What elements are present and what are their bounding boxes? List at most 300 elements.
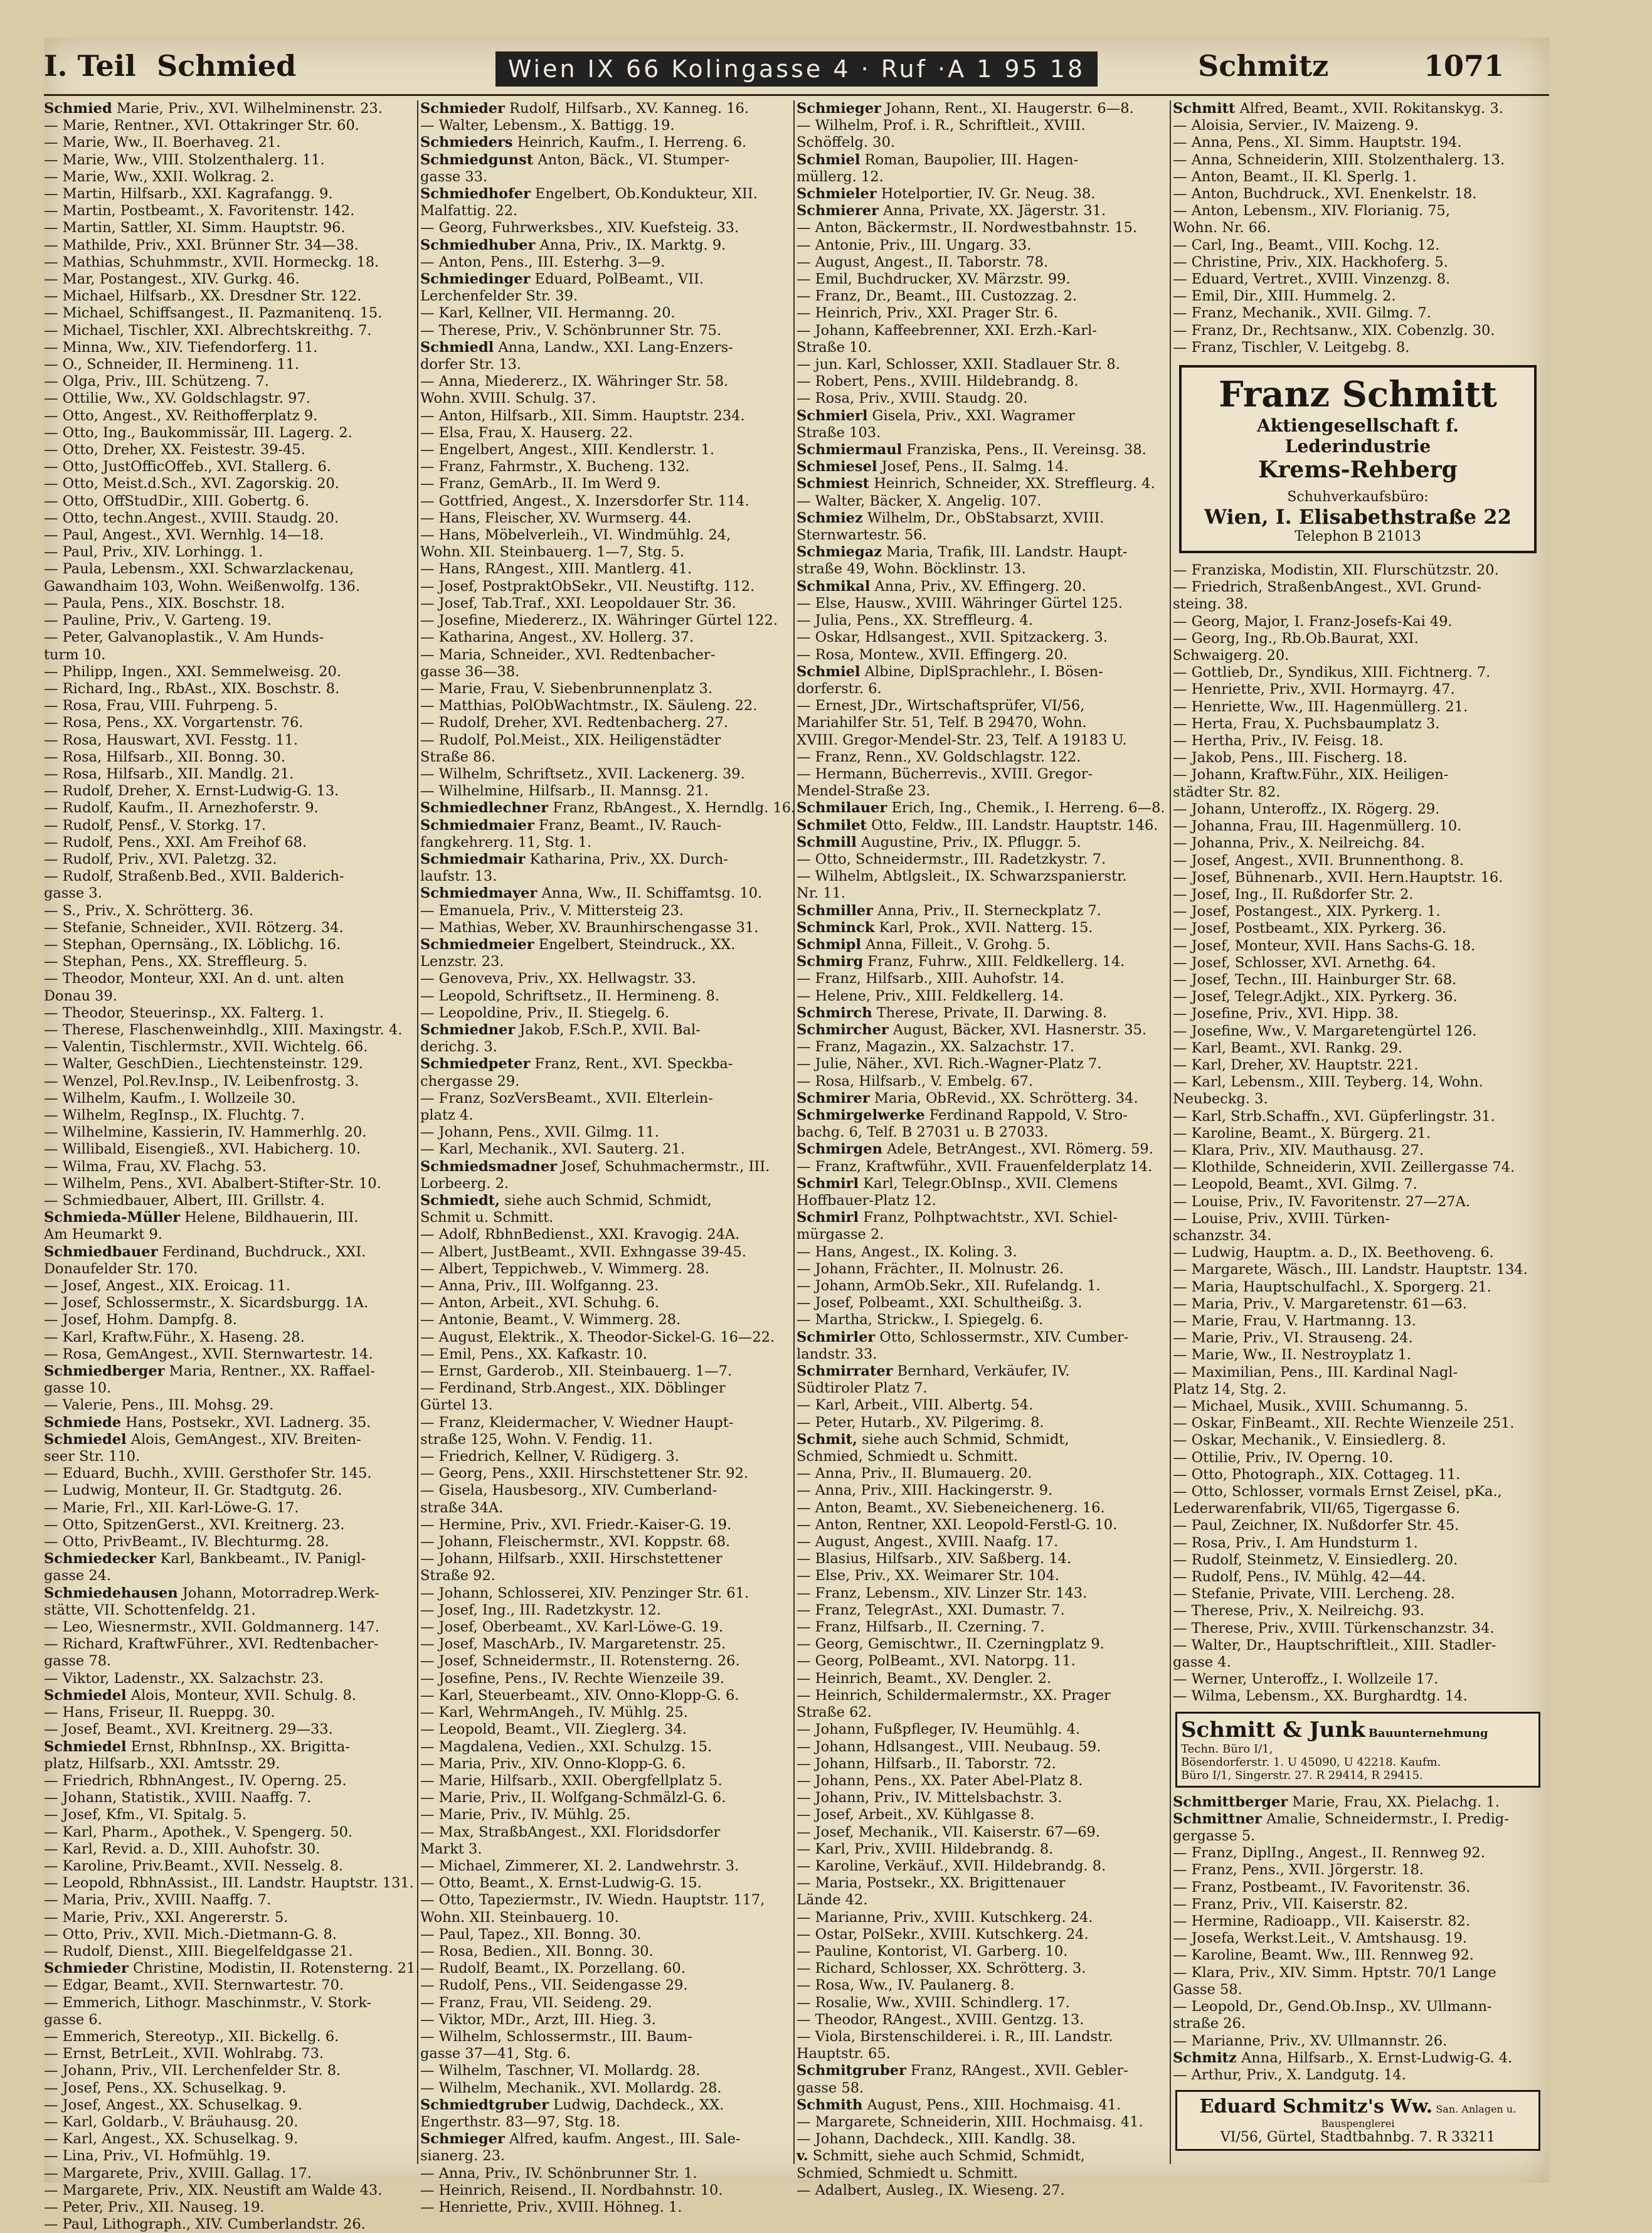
- directory-entry: — Maria, Priv., XIV. Onno-Klopp-G. 6.: [420, 1755, 686, 1772]
- directory-entry: — Franziska, Modistin, XII. Flurschützstr. 20.: [1173, 562, 1499, 579]
- directory-entry: — Leopold, RbhnAssist., III. Landstr. Hauptstr. 131.: [44, 1875, 414, 1892]
- directory-entry: — Franz, TelegrAst., XXI. Dumastr. 7.: [797, 1601, 1065, 1618]
- directory-entry: — Anton, Beamt., II. Kl. Sperlg. 1.: [1173, 168, 1417, 185]
- directory-entry: — Rosa, Montew., XVII. Effingerg. 20.: [797, 646, 1068, 663]
- directory-entry: Schmitgruber Franz, RAngest., XVII. Gebler-: [797, 2062, 1128, 2079]
- directory-entry: — Leopold, Beamt., VII. Zieglerg. 34.: [420, 1721, 687, 1738]
- directory-entry: — Klara, Priv., XIV. Simm. Hptstr. 70/1 Lange: [1173, 1964, 1496, 1981]
- directory-entry: — Franz, Mechanik., XVII. Gilmg. 7.: [1173, 305, 1431, 322]
- directory-entry: Schmiez Wilhelm, Dr., ObStabsarzt, XVIII.: [797, 509, 1104, 526]
- directory-entry: Lenzstr. 23.: [420, 953, 504, 970]
- directory-entry: — Franz, Postbeamt., IV. Favoritenstr. 36.: [1173, 1879, 1471, 1896]
- directory-entry: Schmiedmeier Engelbert, Steindruck., XX.: [420, 936, 736, 953]
- directory-entry: — Otto, techn.Angest., XVIII. Staudg. 20.: [44, 509, 339, 526]
- directory-entry: — Otto, Dreher, XX. Feistestr. 39-45.: [44, 442, 305, 459]
- directory-entry: — Paul, Lithograph., XIV. Cumberlandstr. 26.: [44, 2216, 366, 2233]
- directory-entry: Südtiroler Platz 7.: [797, 1380, 928, 1397]
- directory-entry: — Walter, Lebensm., X. Battigg. 19.: [420, 117, 675, 134]
- directory-entry: platz 4.: [420, 1106, 474, 1123]
- ad-line: Schuhverkaufsbüro:: [1287, 489, 1429, 506]
- directory-entry: — Wilhelm, Schriftsetz., XVII. Lackenerg. 39.: [420, 765, 745, 782]
- directory-entry: Schmirl Karl, Telegr.ObInsp., XVII. Clemens: [797, 1175, 1118, 1192]
- directory-entry: — Josef, Angest., XIX. Eroicag. 11.: [44, 1278, 291, 1295]
- directory-entry: — Franz, Fahrmstr., X. Bucheng. 132.: [420, 459, 690, 475]
- directory-entry: — Rudolf, Dreher, XVI. Redtenbacherg. 27.: [420, 714, 729, 731]
- directory-entry: Schmirer Maria, ObRevid., XX. Schrötterg. 34.: [797, 1090, 1138, 1106]
- directory-entry: — Willibald, Eisengieß., XVI. Habicherg. 10.: [44, 1141, 361, 1158]
- directory-entry: — Ostar, PolSekr., XVIII. Kutschkerg. 24.: [797, 1926, 1089, 1943]
- directory-entry: gasse 4.: [1173, 1654, 1231, 1671]
- directory-entry: — Johann, Fleischermstr., XVI. Koppstr. 68.: [420, 1534, 731, 1551]
- directory-entry: — Anton, Buchdruck., XVI. Enenkelstr. 18.: [1173, 186, 1477, 203]
- directory-entry: — Karl, Priv., XVIII. Hildebrandg. 8.: [797, 1840, 1054, 1857]
- directory-entry: — Maria, Postsekr., XX. Brigittenauer: [797, 1875, 1066, 1892]
- directory-entry: Straße 10.: [797, 339, 872, 356]
- directory-entry: — Josef, Pens., XX. Schuselkag. 9.: [44, 2079, 287, 2096]
- directory-entry: — Paula, Pens., XIX. Boschstr. 18.: [44, 595, 285, 612]
- directory-entry: — Viktor, MDr., Arzt, III. Hieg. 3.: [420, 2011, 656, 2028]
- directory-entry: — Marie, Frau, V. Hartmanng. 13.: [1173, 1312, 1416, 1329]
- ad-line: Aktiengesellschaft f. Lederindustrie: [1257, 415, 1459, 457]
- directory-entry: — Johann, Hilfsarb., XXII. Hirschstettener: [420, 1551, 723, 1567]
- directory-entry: Hauptstr. 65.: [797, 2045, 891, 2062]
- directory-entry: Schmirler Otto, Schlossermstr., XIV. Cumber-: [797, 1329, 1129, 1345]
- column-4-top: [1173, 100, 1543, 356]
- directory-entry: gasse 36—38.: [420, 663, 520, 680]
- directory-entry: — Ernest, JDr., Wirtschaftsprüfer, VI/56,: [797, 697, 1085, 714]
- directory-entry: — Josef, Angest., XX. Schuselkag. 9.: [44, 2096, 303, 2113]
- directory-entry: — Helene, Priv., XIII. Feldkellerg. 14.: [797, 987, 1064, 1004]
- directory-entry: — Schmiedbauer, Albert, III. Grillstr. 4.: [44, 1192, 325, 1209]
- directory-entry: straße 125, Wohn. V. Fendig. 11.: [420, 1431, 653, 1448]
- directory-entry: — Martha, Strickw., I. Spiegelg. 6.: [797, 1312, 1044, 1329]
- directory-entry: Schmied, Schmiedt u. Schmitt.: [797, 2165, 1019, 2182]
- directory-entry: — Magdalena, Vedien., XXI. Schulzg. 15.: [420, 1738, 712, 1755]
- part-label: I. Teil: [44, 49, 136, 83]
- directory-entry: — Marie, Priv., IV. Mühlg. 25.: [420, 1806, 631, 1823]
- directory-entry: — Rosa, Ww., IV. Paulanerg. 8.: [797, 1977, 1015, 1994]
- directory-entry: — Else, Hausw., XVIII. Währinger Gürtel 125.: [797, 595, 1123, 612]
- directory-entry: Lände 42.: [797, 1892, 868, 1909]
- ad-title: Schmitt & Junk: [1181, 1717, 1365, 1742]
- directory-entry: Donaufelder Str. 170.: [44, 1260, 198, 1277]
- directory-entry: — Mar, Postangest., XIV. Gurkg. 46.: [44, 271, 300, 288]
- directory-entry: — Franz, GemArb., II. Im Werd 9.: [420, 475, 661, 492]
- directory-entry: — Josef, Bühnenarb., XVII. Hern.Hauptstr. 16.: [1173, 869, 1503, 886]
- directory-entry: — Johanna, Priv., X. Neilreichg. 84.: [1173, 835, 1425, 852]
- directory-entry: Markt 3.: [420, 1840, 482, 1857]
- directory-entry: — Heinrich, Reisend., II. Nordbahnstr. 10.: [420, 2182, 723, 2199]
- directory-entry: Schmiedt, siehe auch Schmid, Schmidt,: [420, 1192, 712, 1209]
- directory-entry: Schöffelg. 30.: [797, 134, 896, 151]
- directory-entry: — Heinrich, Schildermalermstr., XX. Prager: [797, 1687, 1111, 1704]
- directory-entry: — Emmerich, Stereotyp., XII. Bickellg. 6.: [44, 2028, 339, 2045]
- directory-entry: — Anton, Bäckermstr., II. Nordwestbahnstr. 15.: [797, 220, 1138, 236]
- directory-entry: gasse 6.: [44, 2011, 102, 2028]
- directory-entry: Schmirg Franz, Fuhrw., XIII. Feldkellerg. 14.: [797, 953, 1125, 970]
- directory-entry: — Rosa, Frau, VIII. Fuhrpeng. 5.: [44, 697, 278, 714]
- directory-entry: — Michael, Hilfsarb., XX. Dresdner Str. 122.: [44, 288, 362, 305]
- directory-entry: — Johann, Frächter., II. Molnustr. 26.: [797, 1260, 1064, 1277]
- directory-entry: — Anton, Beamt., XV. Siebeneichenerg. 16.: [797, 1499, 1105, 1516]
- ad-line: Büro I/1, Singerstr. 27. R 29414, R 29415.: [1181, 1768, 1423, 1782]
- library-stamp: Wien IX 66 Kolingasse 4 · Ruf ·A 1 95 18: [495, 51, 1098, 87]
- directory-entry: — Valerie, Pens., III. Mohsg. 29.: [44, 1397, 274, 1414]
- directory-entry: — Ernst, Garderob., XII. Steinbauerg. 1—7.: [420, 1363, 733, 1380]
- directory-entry: — Hertha, Priv., IV. Feisg. 18.: [1173, 733, 1384, 750]
- directory-entry: Schmiedner Jakob, F.Sch.P., XVII. Bal-: [420, 1021, 701, 1038]
- directory-entry: — Emil, Pens., XX. Kafkastr. 10.: [420, 1345, 647, 1362]
- ad-kind: San. Anlagen u. Bauspenglerei: [1321, 2103, 1517, 2130]
- directory-entry: Schmieders Heinrich, Kaufm., I. Herreng. 6.: [420, 134, 747, 151]
- directory-entry: — Julia, Pens., XX. Streffleurg. 4.: [797, 612, 1033, 629]
- directory-entry: — Louise, Priv., IV. Favoritenstr. 27—27A.: [1173, 1193, 1470, 1210]
- directory-entry: — Albert, JustBeamt., XVII. Exhngasse 39-45.: [420, 1243, 746, 1260]
- directory-entry: — Mathias, Weber, XV. Braunhirschengasse 31.: [420, 919, 759, 936]
- directory-entry: — jun. Karl, Schlosser, XXII. Stadlauer Str. 8.: [797, 356, 1120, 373]
- directory-entry: — Valentin, Tischlermstr., XVII. Wichtelg. 66.: [44, 1039, 368, 1056]
- directory-entry: — Josef, Schlossermstr., X. Sicardsburgg. 1A.: [44, 1295, 369, 1312]
- directory-entry: landstr. 33.: [797, 1345, 877, 1362]
- directory-entry: — Stephan, Opernsäng., IX. Löblichg. 16.: [44, 936, 341, 953]
- directory-entry: — Katharina, Angest., XV. Hollerg. 37.: [420, 629, 694, 646]
- directory-entry: — Marie, Ww., XXII. Wolkrag. 2.: [44, 168, 275, 185]
- directory-entry: turm 10.: [44, 646, 106, 663]
- directory-entry: steing. 38.: [1173, 596, 1249, 613]
- directory-entry: — Karl, Angest., XX. Schuselkag. 9.: [44, 2131, 299, 2148]
- directory-entry: Schmiedberger Maria, Rentner., XX. Raffael-: [44, 1363, 375, 1380]
- directory-entry: — Marianne, Priv., XVIII. Kutschkerg. 24.: [797, 1909, 1093, 1926]
- directory-entry: — Michael, Tischler, XXI. Albrechtskreithg. 7.: [44, 322, 372, 339]
- directory-entry: — Josef, MaschArb., IV. Margaretenstr. 25.: [420, 1636, 726, 1653]
- directory-entry: — Josef, PostpraktObSekr., VII. Neustiftg. 112.: [420, 578, 755, 595]
- column-4-mid: [1173, 562, 1543, 1705]
- directory-entry: — Paul, Zeichner, IX. Nußdorfer Str. 45.: [1173, 1517, 1459, 1534]
- directory-entry: — Josef, Techn., III. Hainburger Str. 68.: [1173, 971, 1457, 988]
- directory-entry: Schmiede Hans, Postsekr., XVI. Ladnerg. 35.: [44, 1414, 371, 1431]
- directory-entry: Malfattig. 22.: [420, 203, 518, 220]
- directory-entry: — Josef, Polbeamt., XXI. Schultheißg. 3.: [797, 1295, 1083, 1312]
- directory-entry: — Georg, PolBeamt., XVI. Natorpg. 11.: [797, 1653, 1076, 1670]
- directory-entry: — Gisela, Hausbesorg., XIV. Cumberland-: [420, 1482, 717, 1499]
- directory-entry: Mariahilfer Str. 51, Telf. B 29470, Wohn.: [797, 714, 1087, 731]
- directory-entry: — Georg, Major, I. Franz-Josefs-Kai 49.: [1173, 613, 1453, 630]
- ad-title: Franz Schmitt: [1218, 374, 1498, 416]
- directory-entry: laufstr. 13.: [420, 868, 497, 885]
- directory-entry: — Johanna, Frau, III. Hagenmüllerg. 10.: [1173, 818, 1462, 835]
- directory-entry: — Wenzel, Pol.Rev.Insp., IV. Leibenfrostg. 3.: [44, 1073, 359, 1090]
- directory-entry: — Josef, Hohm. Dampfg. 8.: [44, 1312, 237, 1329]
- directory-entry: — Viktor, Ladenstr., XX. Salzachstr. 23.: [44, 1670, 324, 1687]
- directory-entry: — Heinrich, Beamt., XV. Dengler. 2.: [797, 1670, 1052, 1687]
- directory-entry: — Josef, Postbeamt., XIX. Pyrkerg. 36.: [1173, 920, 1447, 937]
- ad-line: Telephon B 21013: [1295, 529, 1421, 545]
- directory-entry: Schmill Augustine, Priv., IX. Pfluggr. 5.: [797, 834, 1081, 851]
- ad-schmitt-junk: [1175, 1712, 1540, 1788]
- directory-entry: Schmiller Anna, Priv., II. Sterneckplatz 7.: [797, 902, 1101, 919]
- directory-entry: — Rudolf, Priv., XVI. Paletzg. 32.: [44, 851, 277, 867]
- directory-entry: — Pauline, Kontorist, VI. Garberg. 10.: [797, 1943, 1068, 1960]
- directory-entry: — Marie, Priv., II. Wolfgang-Schmälzl-G. 6.: [420, 1790, 726, 1806]
- directory-entry: — Karl, Goldarb., V. Bräuhausg. 20.: [44, 2113, 299, 2130]
- directory-entry: — Johann, Fußpfleger, IV. Heumühlg. 4.: [797, 1721, 1081, 1738]
- directory-entry: Gürtel 13.: [420, 1397, 493, 1414]
- directory-entry: — Ferdinand, Strb.Angest., XIX. Döblinger: [420, 1380, 726, 1397]
- ad-title: Eduard Schmitz's Ww.: [1199, 2096, 1433, 2118]
- directory-entry: — Paul, Tapez., XII. Bonng. 30.: [420, 1926, 642, 1943]
- directory-entry: — Hermine, Priv., XVI. Friedr.-Kaiser-G. 19.: [420, 1516, 732, 1533]
- directory-entry: — Herta, Frau, X. Puchsbaumplatz 3.: [1173, 715, 1440, 732]
- directory-entry: — Therese, Priv., X. Neilreichg. 93.: [1173, 1603, 1424, 1620]
- directory-entry: — Marie, Ww., II. Boerhaveg. 21.: [44, 134, 281, 151]
- directory-entry: — Emil, Dir., XIII. Hummelg. 2.: [1173, 288, 1396, 305]
- left-running-head: Schmied: [157, 49, 297, 83]
- directory-entry: — Maria, Schneider., XVI. Redtenbacher-: [420, 646, 716, 663]
- directory-entry: — Carl, Ing., Beamt., VIII. Kochg. 12.: [1173, 236, 1440, 253]
- directory-entry: — Josefa, Werkst.Leit., V. Amtshausg. 19.: [1173, 1930, 1468, 1947]
- directory-entry: — Franz, SozVersBeamt., XVII. Elterlein-: [420, 1090, 713, 1106]
- directory-entry: — Rosa, Hilfsarb., XII. Bonng. 30.: [44, 748, 285, 765]
- directory-entry: gasse 58.: [797, 2079, 864, 2096]
- directory-entry: — Rosalie, Ww., XVIII. Schindlerg. 17.: [797, 1994, 1070, 2011]
- directory-entry: — Otto, Schneidermstr., III. Radetzkystr. 7.: [797, 851, 1106, 867]
- directory-entry: — Oskar, FinBeamt., XII. Rechte Wienzeile 251.: [1173, 1415, 1515, 1432]
- directory-entry: — Margarete, Priv., XIX. Neustift am Walde 43.: [44, 2182, 383, 2199]
- directory-entry: — Therese, Flaschenweinhdlg., XIII. Maxingstr. 4.: [44, 1021, 403, 1038]
- directory-entry: — Paula, Lebensm., XXI. Schwarzlackenau,: [44, 561, 354, 578]
- directory-entry: Schmiedmayer Anna, Ww., II. Schiffamtsg. 10.: [420, 885, 763, 902]
- directory-entry: bachg. 6, Telf. B 27031 u. B 27033.: [797, 1124, 1049, 1141]
- directory-entry: — Pauline, Priv., V. Garteng. 19.: [44, 612, 272, 629]
- directory-entry: — Anton, Lebensm., XIV. Florianig. 75,: [1173, 203, 1451, 220]
- directory-entry: — Karoline, Beamt., X. Bürgerg. 21.: [1173, 1125, 1431, 1142]
- directory-entry: — Rudolf, Dreher, X. Ernst-Ludwig-G. 13.: [44, 783, 339, 800]
- directory-entry: — Olga, Priv., III. Schützeng. 7.: [44, 373, 269, 390]
- ad-line: Bösendorferstr. 1. U 45090, U 42218. Kaufm.: [1181, 1755, 1441, 1769]
- directory-entry: — Otto, JustOfficOffeb., XVI. Stallerg. 6.: [44, 459, 331, 475]
- directory-entry: — Franz, Magazin., XX. Salzachstr. 17.: [797, 1039, 1075, 1056]
- directory-entry: — August, Angest., II. Taborstr. 78.: [797, 253, 1049, 270]
- directory-entry: seer Str. 110.: [44, 1448, 140, 1465]
- directory-entry: — Jakob, Pens., III. Fischerg. 18.: [1173, 750, 1407, 766]
- directory-entry: Schmit u. Schmitt.: [420, 1209, 554, 1226]
- directory-entry: — August, Elektrik., X. Theodor-Sickel-G. 16—22.: [420, 1329, 775, 1345]
- directory-entry: Schmieler Hotelportier, IV. Gr. Neug. 38.: [797, 186, 1096, 203]
- directory-entry: Schmiedel Alois, GemAngest., XIV. Breiten-: [44, 1431, 361, 1448]
- directory-entry: — Wilhelmine, Kassierin, IV. Hammerhlg. 20.: [44, 1124, 367, 1141]
- ad-franz-schmitt: [1179, 365, 1537, 553]
- directory-entry: Schmiegaz Maria, Trafik, III. Landstr. Haupt-: [797, 544, 1128, 561]
- directory-entry: — Josef, Angest., XVII. Brunnenthong. 8.: [1173, 852, 1464, 869]
- directory-entry: Schmitt Alfred, Beamt., XVII. Rokitanskyg. 3.: [1173, 100, 1503, 117]
- directory-entry: Nr. 11.: [797, 885, 846, 902]
- directory-entry: — Peter, Priv., XII. Nauseg. 19.: [44, 2199, 265, 2215]
- directory-entry: Mendel-Straße 23.: [797, 783, 931, 800]
- directory-entry: — Elsa, Frau, X. Hauserg. 22.: [420, 424, 633, 441]
- directory-entry: — Minna, Ww., XIV. Tiefendorferg. 11.: [44, 339, 318, 356]
- directory-entry: — Franz, Hilfsarb., XIII. Auhofstr. 14.: [797, 970, 1065, 987]
- directory-entry: Schmitz Anna, Hilfsarb., X. Ernst-Ludwig-G. 4.: [1173, 2049, 1513, 2066]
- directory-entry: — Josef, Oberbeamt., XV. Karl-Löwe-G. 19.: [420, 1619, 724, 1636]
- directory-entry: — Oskar, Mechanik., V. Einsiedlerg. 8.: [1173, 1432, 1446, 1449]
- directory-entry: Gasse 58.: [1173, 1981, 1242, 1998]
- directory-entry: — Therese, Priv., V. Schönbrunner Str. 75.: [420, 322, 722, 339]
- directory-entry: — Josef, Ing., II. Rußdorfer Str. 2.: [1173, 886, 1414, 903]
- directory-entry: — Leopoldine, Priv., II. Stiegelg. 6.: [420, 1004, 670, 1021]
- directory-entry: — Josef, Arbeit., XV. Kühlgasse 8.: [797, 1806, 1035, 1823]
- directory-entry: — Emanuela, Priv., V. Mittersteig 23.: [420, 902, 684, 919]
- column-divider: [793, 100, 795, 2164]
- directory-entry: — Maximilian, Pens., III. Kardinal Nagl-: [1173, 1364, 1458, 1381]
- column-divider: [1170, 100, 1171, 2164]
- directory-entry: — Rosa, Priv., I. Am Hundsturm 1.: [1173, 1534, 1418, 1551]
- directory-entry: schanzstr. 34.: [1173, 1227, 1272, 1244]
- directory-entry: — Theodor, Monteur, XXI. An d. unt. alten: [44, 970, 344, 987]
- directory-entry: — Marie, Hilfsarb., XXII. Obergfellplatz 5.: [420, 1772, 723, 1789]
- directory-entry: — Theodor, RAngest., XVIII. Gentzg. 13.: [797, 2011, 1084, 2028]
- directory-entry: — Johann, Dachdeck., XIII. Kandlg. 38.: [797, 2131, 1076, 2148]
- directory-entry: — Johann, Unteroffz., IX. Rögerg. 29.: [1173, 800, 1440, 817]
- directory-entry: — Josefine, Priv., XVI. Hipp. 38.: [1173, 1005, 1399, 1022]
- directory-entry: — Michael, Schiffsangest., II. Pazmanitenq. 15.: [44, 305, 383, 322]
- directory-entry: Straße 92.: [420, 1567, 495, 1584]
- directory-entry: — Wilhelmine, Hilfsarb., II. Mannsg. 21.: [420, 783, 709, 800]
- directory-entry: chergasse 29.: [420, 1073, 520, 1090]
- directory-entry: — Franz, Frau, VII. Seideng. 29.: [420, 1994, 652, 2011]
- directory-entry: Platz 14, Stg. 2.: [1173, 1381, 1287, 1398]
- directory-entry: — Julie, Näher., XVI. Rich.-Wagner-Platz 7.: [797, 1056, 1102, 1073]
- directory-entry: Wohn. XII. Steinbauerg. 10.: [420, 1909, 619, 1926]
- column-1: [44, 100, 420, 2233]
- ad-line: Krems-Rehberg: [1258, 457, 1458, 484]
- directory-entry: Schmieder Christine, Modistin, II. Rotensterng. 21.: [44, 1960, 420, 1977]
- directory-entry: — Karl, Strb.Schaffn., XVI. Güpferlingstr. 31.: [1173, 1108, 1495, 1125]
- directory-entry: — Karl, Beamt., XVI. Rankg. 29.: [1173, 1039, 1403, 1056]
- directory-entry: Schmith August, Pens., XIII. Hochmaisg. 41.: [797, 2096, 1121, 2113]
- directory-entry: — Peter, Galvanoplastik., V. Am Hunds-: [44, 629, 324, 646]
- directory-entry: — Johann, Kraftw.Führ., XIX. Heiligen-: [1173, 766, 1449, 783]
- directory-entry: Schmiedmaier Franz, Beamt., IV. Rauch-: [420, 817, 722, 834]
- directory-entry: — Rudolf, Pens., XXI. Am Freihof 68.: [44, 834, 307, 851]
- directory-entry: derichg. 3.: [420, 1039, 497, 1056]
- directory-entry: dorfer Str. 13.: [420, 356, 522, 373]
- directory-entry: Schmircher August, Bäcker, XVI. Hasnerstr. 35.: [797, 1021, 1147, 1038]
- directory-entry: — Max, StraßbAngest., XXI. Floridsdorfer: [420, 1823, 721, 1840]
- page-number: 1071: [1424, 49, 1505, 83]
- directory-entry: — Otto, PrivBeamt., IV. Blechturmg. 28.: [44, 1534, 329, 1551]
- directory-entry: — Josef, Mechanik., VII. Kaiserstr. 67—69.: [797, 1823, 1101, 1840]
- directory-entry: — Walter, Dr., Hauptschriftleit., XIII. Stadler-: [1173, 1636, 1496, 1653]
- directory-entry: — Rudolf, Pensf., V. Storkg. 17.: [44, 817, 267, 834]
- directory-entry: — Karl, Arbeit., VIII. Albertg. 54.: [797, 1397, 1034, 1414]
- directory-entry: Engerthstr. 83—97, Stg. 18.: [420, 2113, 621, 2130]
- directory-entry: — Otto, Priv., XVII. Mich.-Dietmann-G. 8.: [44, 1926, 337, 1943]
- directory-entry: — Adolf, RbhnBedienst., XXI. Kravogig. 24A.: [420, 1226, 740, 1243]
- directory-entry: — Marie, Priv., XXI. Angererstr. 5.: [44, 1909, 289, 1926]
- directory-entry: — Oskar, Hdlsangest., XVII. Spitzackerg. 3.: [797, 629, 1108, 646]
- directory-entry: — Marie, Rentner., XVI. Ottakringer Str. 60.: [44, 117, 359, 134]
- directory-entry: — Klara, Priv., XIV. Mauthausg. 27.: [1173, 1142, 1424, 1159]
- directory-entry: — Franz, Pens., XVII. Jörgerstr. 18.: [1173, 1862, 1424, 1879]
- directory-entry: — Rudolf, Pol.Meist., XIX. Heiligenstädter: [420, 731, 721, 748]
- directory-entry: — Georg, Ing., Rb.Ob.Baurat, XXI.: [1173, 630, 1419, 647]
- directory-entry: — Rudolf, Kaufm., II. Arnezhoferstr. 9.: [44, 800, 319, 817]
- directory-entry: — August, Angest., XVIII. Naafg. 17.: [797, 1534, 1059, 1551]
- directory-entry: — Rudolf, Dienst., XIII. Biegelfeldgasse 21.: [44, 1943, 353, 1960]
- directory-entry: — Mathias, Schuhmmstr., XVII. Hormeckg. 18.: [44, 253, 379, 270]
- directory-entry: — Franz, Dr., Rechtsanw., XIX. Cobenzlg. 30.: [1173, 322, 1495, 339]
- directory-entry: Schmiesel Josef, Pens., II. Salmg. 14.: [797, 459, 1069, 475]
- directory-entry: — Philipp, Ingen., XXI. Semmelweisg. 20.: [44, 663, 341, 680]
- directory-entry: straße 49, Wohn. Böcklinstr. 13.: [797, 561, 1026, 578]
- directory-entry: — Anna, Priv., IV. Schönbrunner Str. 1.: [420, 2165, 697, 2182]
- directory-entry: — Eduard, Buchh., XVIII. Gersthofer Str. 145.: [44, 1465, 372, 1482]
- directory-entry: — Otto, OffStudDir., XIII. Gobertg. 6.: [44, 492, 309, 509]
- directory-entry: — Georg, Fuhrwerksbes., XIV. Kuefsteig. 33.: [420, 220, 739, 236]
- directory-entry: — Christine, Priv., XIX. Hackhoferg. 5.: [1173, 253, 1448, 270]
- directory-entry: — Lina, Priv., VI. Hofmühlg. 19.: [44, 2148, 271, 2165]
- directory-entry: — Josefine, Miedererz., IX. Währinger Gürtel 122.: [420, 612, 778, 629]
- directory-entry: gasse 3.: [44, 885, 102, 902]
- directory-entry: gasse 33.: [420, 168, 488, 185]
- directory-entry: — S., Priv., X. Schrötterg. 36.: [44, 902, 254, 919]
- directory-entry: — Rudolf, Beamt., IX. Porzellang. 60.: [420, 1960, 686, 1977]
- directory-entry: stätte, VII. Schottenfeldg. 21.: [44, 1601, 256, 1618]
- directory-entry: — Stephan, Pens., XX. Streffleurg. 5.: [44, 953, 308, 970]
- directory-entry: — Anton, Hilfsarb., XII. Simm. Hauptstr. 234.: [420, 407, 745, 424]
- directory-entry: — Louise, Priv., XVIII. Türken-: [1173, 1210, 1390, 1227]
- directory-entry: — Franz, Dr., Beamt., III. Custozzag. 2.: [797, 288, 1078, 305]
- directory-entry: — Henriette, Priv., XVIII. Höhneg. 1.: [420, 2199, 682, 2215]
- directory-entry: Schmirgen Adele, BetrAngest., XVI. Römerg. 59.: [797, 1141, 1153, 1158]
- directory-entry: Straße 62.: [797, 1704, 872, 1721]
- directory-entry: — Robert, Pens., XVIII. Hildebrandg. 8.: [797, 373, 1079, 390]
- directory-entry: — Wilhelm, Prof. i. R., Schriftleit., XVIII.: [797, 117, 1086, 134]
- directory-entry: — Richard, Ing., RbAst., XIX. Boschstr. 8.: [44, 680, 340, 697]
- directory-entry: — Josef, Postangest., XIX. Pyrkerg. 1.: [1173, 903, 1441, 920]
- directory-entry: Gawandhaim 103, Wohn. Weißenwolfg. 136.: [44, 578, 360, 595]
- directory-entry: — Hermine, Radioapp., VII. Kaiserstr. 82.: [1173, 1913, 1471, 1930]
- directory-entry: gasse 10.: [44, 1380, 112, 1397]
- directory-entry: — Ottilie, Ww., XV. Goldschlagstr. 97.: [44, 390, 310, 407]
- directory-entry: Schmiedel Alois, Monteur, XVII. Schulg. 8.: [44, 1687, 356, 1704]
- directory-entry: — Anna, Miedererz., IX. Währinger Str. 58.: [420, 373, 729, 390]
- directory-entry: — Antonie, Priv., III. Ungarg. 33.: [797, 236, 1032, 253]
- directory-entry: — Edgar, Beamt., XVII. Sternwartestr. 70.: [44, 1977, 344, 1994]
- directory-entry: — Ludwig, Hauptm. a. D., IX. Beethoveng. 6.: [1173, 1244, 1494, 1261]
- directory-entry: — Rosa, Pens., XX. Vorgartenstr. 76.: [44, 714, 304, 731]
- directory-entry: — Karoline, Priv.Beamt., XVII. Nesselg. 8.: [44, 1857, 344, 1874]
- directory-entry: — Martin, Sattler, XI. Simm. Hauptstr. 96.: [44, 220, 346, 236]
- column-3: [797, 100, 1167, 2199]
- directory-entry: — Anna, Schneiderin, XIII. Stolzenthalerg. 13.: [1173, 151, 1505, 168]
- directory-entry: — Rudolf, Pens., IV. Mühlg. 42—44.: [1173, 1569, 1426, 1586]
- directory-entry: — Heinrich, Priv., XXI. Prager Str. 6.: [797, 305, 1058, 322]
- directory-entry: Schmiedgunst Anton, Bäck., VI. Stumper-: [420, 151, 729, 168]
- directory-entry: — Emmerich, Lithogr. Maschinmstr., V. Stork-: [44, 1994, 372, 2011]
- directory-entry: — Franz, Kraftwführ., XVII. Frauenfelderplatz 14.: [797, 1158, 1153, 1175]
- directory-entry: Schmikal Anna, Priv., XV. Effingerg. 20.: [797, 578, 1086, 595]
- directory-entry: Schmiel Roman, Baupolier, III. Hagen-: [797, 151, 1079, 168]
- directory-entry: — Otto, Schlosser, vormals Ernst Zeisel, pKa.,: [1173, 1483, 1502, 1500]
- directory-entry: straße 26.: [1173, 2015, 1246, 2032]
- directory-entry: mürgasse 2.: [797, 1226, 884, 1243]
- directory-entry: — Martin, Hilfsarb., XXI. Kagrafangg. 9.: [44, 186, 333, 203]
- column-2: [420, 100, 796, 2215]
- directory-entry: — Hans, Fleischer, XV. Wurmserg. 44.: [420, 509, 692, 526]
- directory-entry: — Aloisia, Servier., IV. Maizeng. 9.: [1173, 117, 1419, 134]
- directory-entry: — Wilhelm, RegInsp., IX. Fluchtg. 7.: [44, 1106, 305, 1123]
